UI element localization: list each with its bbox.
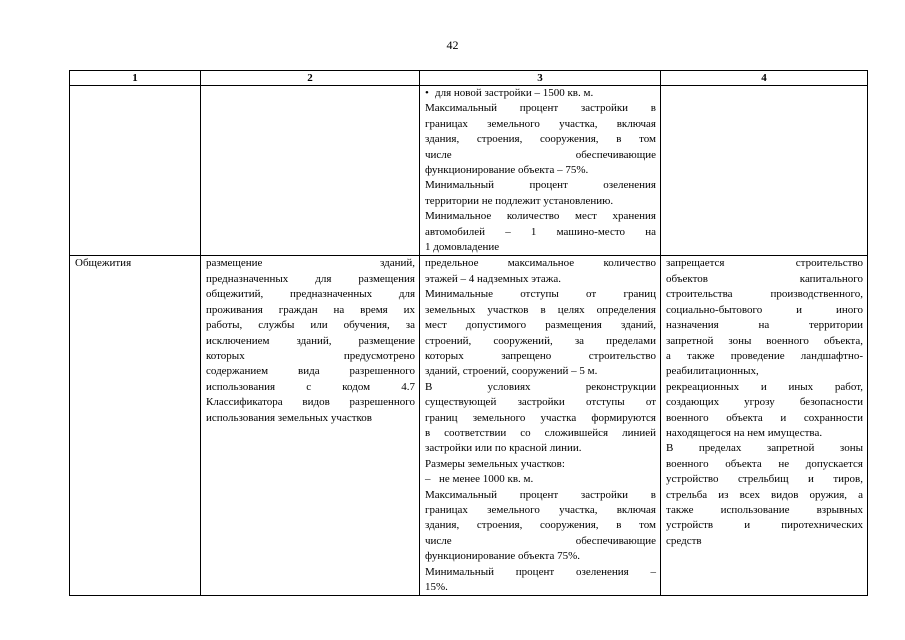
text-line: использования земельных участков (206, 411, 372, 424)
text-line: строений, сооружений, за пределами (425, 334, 656, 347)
text-line: автомобилей – 1 машино-место на (425, 225, 656, 238)
text-line: в соответствии со сложившейся линией (425, 426, 656, 439)
text-line: исключением зданий, размещение (206, 334, 415, 347)
text-line: использования с кодом 4.7 (206, 380, 415, 393)
text-line: рекреационных и иных работ, (666, 380, 863, 393)
text-line: устройство стрельбищ и тиров, (666, 473, 863, 486)
page-number: 42 (446, 38, 459, 52)
text-line: социально-бытового и иного (666, 303, 863, 316)
column-header-3: 3 (420, 71, 661, 86)
text-line: работы, службы или обучения, за (206, 319, 415, 332)
column-header-1: 1 (70, 71, 201, 86)
text-line: Размеры земельных участков: (425, 457, 565, 470)
table-header-row (70, 71, 868, 86)
row2-col3-parameters (420, 256, 661, 596)
text-line: Минимальный процент озеленения – (425, 565, 656, 578)
dash-icon: – (425, 473, 431, 486)
text-line: границах земельного участка, включая (425, 117, 656, 130)
text-line: стрельба из всех видов оружия, а (666, 488, 863, 501)
text-line: устройств и пиротехнических (666, 519, 863, 532)
use-name: Общежития (75, 257, 132, 270)
text-line: проживания граждан на время их (206, 303, 415, 316)
text-line: средств (666, 534, 702, 547)
text-line: содержанием вида разрешенного (206, 365, 415, 378)
text-line: а также проведение ландшафтно- (666, 349, 863, 362)
text-line: 15%. (425, 581, 448, 593)
text-line: запрещается строительство (666, 257, 863, 270)
text-line: военного объекта не допускается (666, 457, 863, 470)
dash-item (425, 472, 656, 487)
text-line: предназначенных для размещения (206, 272, 415, 285)
text-line: общежитий, предназначенных для (206, 288, 415, 301)
text-line: назначения на территории (666, 319, 863, 332)
text-line: размещение зданий, (206, 257, 415, 270)
text-line: военного объекта и сохранности (666, 411, 863, 424)
text-line: зданий, строений, сооружений – 5 м. (425, 365, 598, 378)
text-line: создающих угрозу безопасности (666, 396, 863, 409)
text-line: Минимальное количество мест хранения (425, 210, 656, 223)
row1-col4 (661, 86, 868, 256)
text-line: также использование взрывных (666, 503, 863, 516)
dash-text: не менее 1000 кв. м. (439, 473, 534, 486)
row2-col4-restrictions (661, 256, 868, 596)
bullet-item (425, 86, 656, 101)
text-line: существующей застройки отступы от (425, 396, 656, 409)
text-line: застройки или по красной линии. (425, 442, 582, 455)
row2-col1-use-name (70, 256, 201, 596)
text-line: территории не подлежит установлению. (425, 194, 614, 207)
text-line: строительства производственного, (666, 288, 863, 301)
text-line: границах земельного участка, включая (425, 503, 656, 516)
text-line: функционирование объекта – 75%. (425, 164, 589, 177)
text-line: этажей – 4 надземных этажа. (425, 272, 562, 285)
text-line: находящегося на нем имущества. (666, 426, 823, 439)
text-line: земельных участков в целях определения (425, 303, 656, 316)
bullet-text: для новой застройки – 1500 кв. м. (435, 87, 594, 99)
text-line: Максимальный процент застройки в (425, 102, 656, 115)
regulations-table (69, 70, 868, 596)
column-header-2: 2 (201, 71, 420, 86)
text-line: запретной зоны военного объекта, (666, 334, 863, 347)
column-header-4: 4 (661, 71, 868, 86)
text-line: Классификатора видов разрешенного (206, 396, 415, 409)
text-line: реабилитационных, (666, 365, 759, 378)
row1-col3 (420, 86, 661, 256)
text-line: В условиях реконструкции (425, 380, 656, 393)
row1-col2 (201, 86, 420, 256)
text-line: Минимальный процент озеленения (425, 179, 656, 192)
text-line: 1 домовладение (425, 241, 500, 254)
text-line: здания, строения, сооружения, в том (425, 519, 656, 532)
text-line: которых предусмотрено (206, 349, 415, 362)
text-line: предельное максимальное количество (425, 257, 656, 270)
text-line: функционирование объекта 75%. (425, 550, 581, 563)
text-line: числе обеспечивающие (425, 534, 656, 547)
row1-col1 (70, 86, 201, 256)
text-line: объектов капитального (666, 272, 863, 285)
text-line: В пределах запретной зоны (666, 442, 863, 455)
table-row (70, 86, 868, 256)
table-row (70, 256, 868, 596)
text-line: границ земельного участка формируются (425, 411, 656, 424)
text-line: здания, строения, сооружения, в том (425, 133, 656, 146)
text-line: Минимальные отступы от границ (425, 288, 656, 301)
bullet-icon: • (425, 87, 429, 99)
text-line: числе обеспечивающие (425, 148, 656, 161)
text-line: Максимальный процент застройки в (425, 488, 656, 501)
text-line: которых запрещено строительство (425, 349, 656, 362)
text-line: мест допустимого размещения зданий, (425, 319, 656, 332)
row2-col2-description (201, 256, 420, 596)
